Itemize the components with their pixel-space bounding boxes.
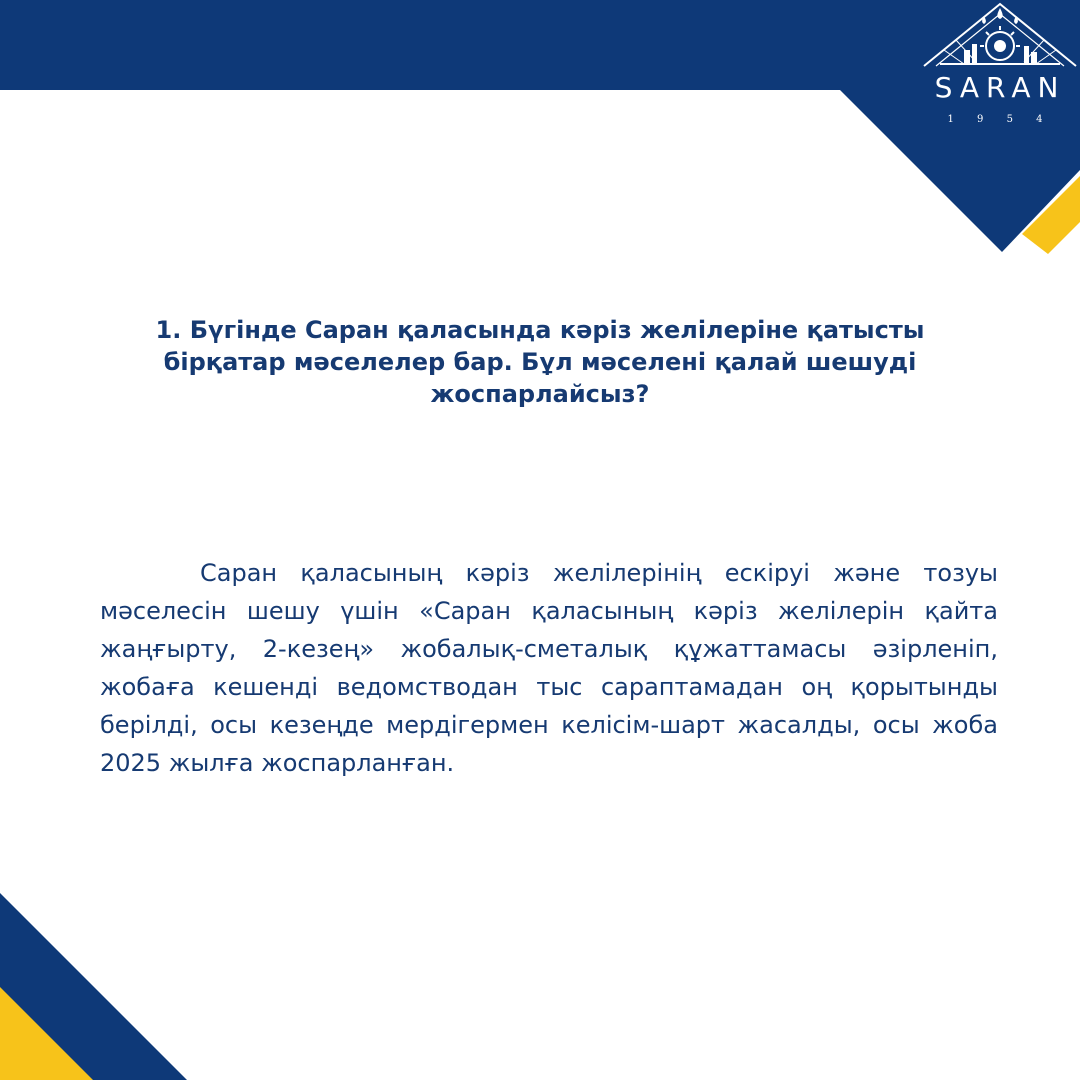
question-heading: 1. Бүгінде Саран қаласында кәріз желілеріне қатысты бірқатар мәселелер бар. Бұл мәселені қалай шешуді жоспарлайсыз? [155,316,925,408]
logo-wordmark: SARAN [934,71,1066,104]
saran-logo [920,0,1080,135]
logo-year: 1 9 5 4 [947,114,1053,125]
answer-paragraph: Саран қаласының кәріз желілерінің ескіруі және тозуы мәселесін шешу үшін «Саран қаласының кәріз желілерін қайта жаңғырту, 2-кезең» жобалық-сметалық құжаттамасы әзірленіп, жобаға кешенді ведомстводан тыс сараптамадан оң қорытынды берілді, осы кезеңде мердігермен келісім-шарт жасалды, осы жоба 2025 жылға жоспарланған. [100,559,998,777]
top-navy-band [0,0,1080,252]
city-emblem-icon [920,0,1080,70]
